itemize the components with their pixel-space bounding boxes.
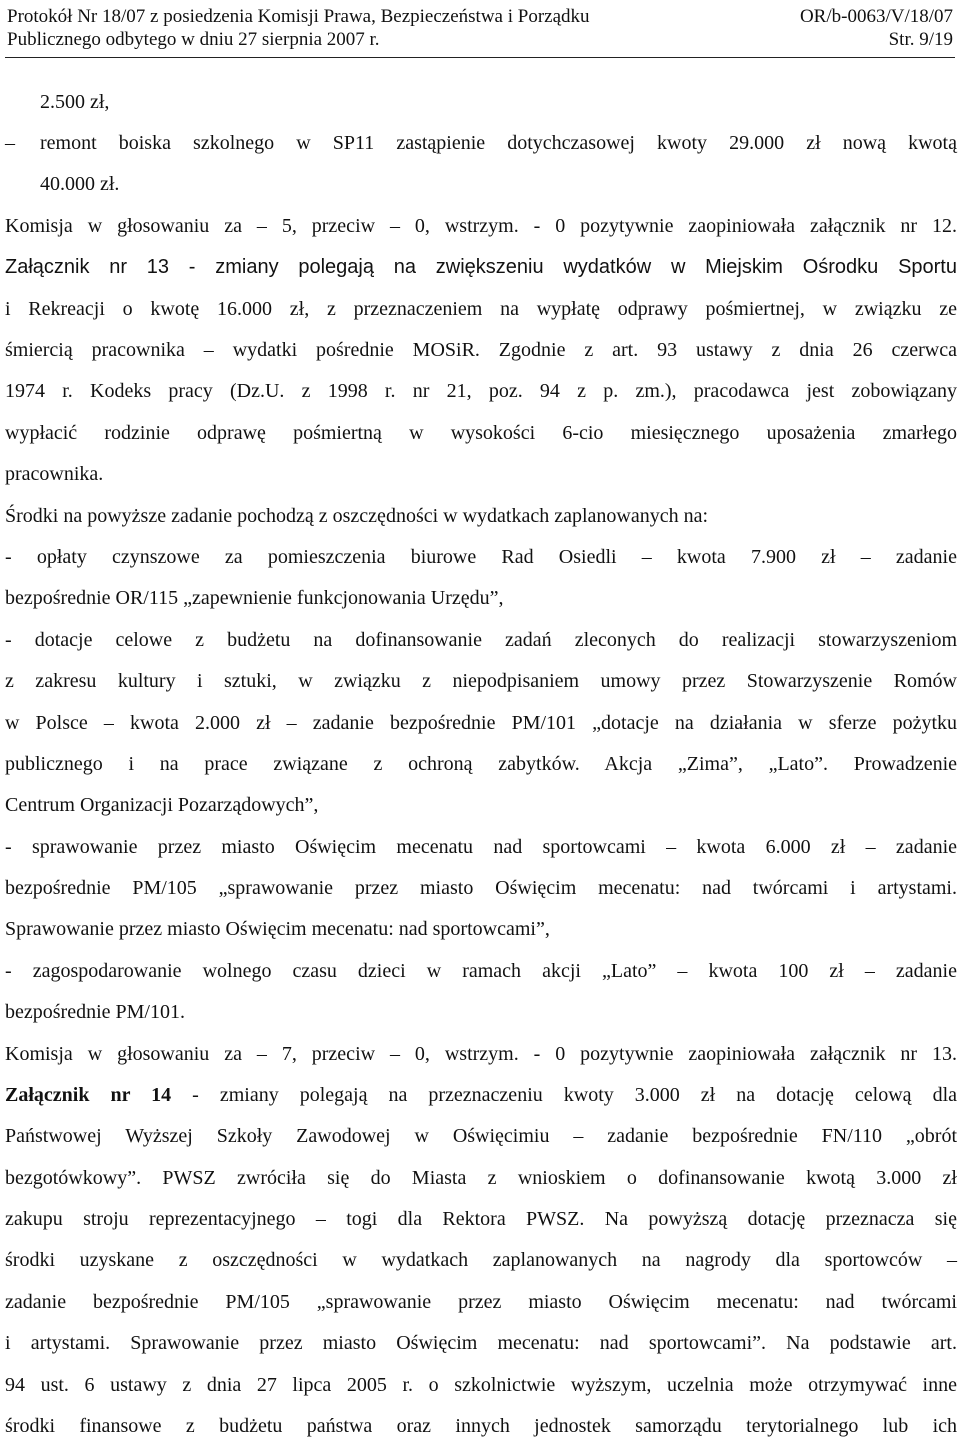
body-line: - zagospodarowanie wolnego czasu dzieci w ramach akcji „Lato” – kwota 100 zł – zadanie — [5, 960, 957, 982]
body-line: w Polsce – kwota 2.000 zł – zadanie bezpośrednie PM/101 „dotacje na działania w sferze pożytku — [5, 712, 957, 734]
body-line: wypłacić rodzinie odprawę pośmiertną w wysokości 6-cio miesięcznego uposażenia zmarłego — [5, 422, 957, 444]
body-line: Sprawowanie przez miasto Oświęcim mecenatu: nad sportowcami”, — [5, 918, 550, 940]
body-line: bezpośrednie PM/105 „sprawowanie przez miasto Oświęcim mecenatu: nad twórcami i artystami. — [5, 877, 957, 899]
body-line: - dotacje celowe z budżetu na dofinansowanie zadań zleconych do realizacji stowarzyszeniom — [5, 629, 957, 651]
header-divider — [5, 57, 955, 58]
body-line: środki finansowe z budżetu państwa oraz innych jednostek samorządu terytorialnego lub ich — [5, 1415, 957, 1437]
header-title-line-2: Publicznego odbytego w dniu 27 sierpnia 2007 r. — [7, 29, 380, 50]
header-row-1 — [7, 5, 953, 28]
header-page-number: Str. 9/19 — [888, 29, 953, 50]
body-line: pracownika. — [5, 463, 104, 485]
body-line: publicznego i na prace związane z ochroną zabytków. Akcja „Zima”, „Lato”. Prowadzenie — [5, 753, 957, 775]
header-row-2 — [7, 28, 953, 51]
page-header — [7, 5, 953, 51]
attachment-14-line — [5, 1083, 957, 1107]
body-line: bezpośrednie PM/101. — [5, 1001, 185, 1023]
body-line: śmiercią pracownika – wydatki pośrednie MOSiR. Zgodnie z art. 93 ustawy z dnia 26 czerwca — [5, 339, 957, 361]
body-line: Państwowej Wyższej Szkoły Zawodowej w Oświęcimiu – zadanie bezpośrednie FN/110 „obrót — [5, 1125, 957, 1147]
body-line: 94 ust. 6 ustawy z dnia 27 lipca 2005 r. o szkolnictwie wyższym, uczelnia może otrzymywać inne — [5, 1374, 957, 1396]
attachment-14-text: - zmiany polegają na przeznaczeniu kwoty 3.000 zł na dotację celową dla — [171, 1084, 958, 1106]
body-line: - sprawowanie przez miasto Oświęcim mecenatu nad sportowcami – kwota 6.000 zł – zadanie — [5, 836, 957, 858]
body-line: Komisja w głosowaniu za – 7, przeciw – 0, wstrzym. - 0 pozytywnie zaopiniowała załącznik nr 13. — [5, 1043, 957, 1065]
attachment-14-heading: Załącznik nr 14 — [5, 1084, 172, 1106]
body-line: Komisja w głosowaniu za – 5, przeciw – 0, wstrzym. - 0 pozytywnie zaopiniowała załącznik nr 12. — [5, 215, 957, 237]
body-line: i Rekreacji o kwotę 16.000 zł, z przeznaczeniem na wypłatę odprawy pośmiertnej, w związku ze — [5, 298, 957, 320]
body-line: 40.000 zł. — [40, 173, 120, 195]
body-line: środki uzyskane z oszczędności w wydatkach zaplanowanych na nagrody dla sportowców – — [5, 1249, 957, 1271]
header-doc-ref: OR/b-0063/V/18/07 — [799, 6, 953, 27]
body-line: 1974 r. Kodeks pracy (Dz.U. z 1998 r. nr 21, poz. 94 z p. zm.), pracodawca jest zobowiązany — [5, 380, 957, 402]
body-line: 2.500 zł, — [40, 91, 110, 113]
body-line: Centrum Organizacji Pozarządowych”, — [5, 794, 319, 816]
attachment-13-line: Załącznik nr 13 - zmiany polegają na zwiększeniu wydatków w Miejskim Ośrodku Sportu — [5, 256, 957, 278]
header-title-line-1: Protokół Nr 18/07 z posiedzenia Komisji Prawa, Bezpieczeństwa i Porządku — [7, 6, 590, 27]
body-line: remont boiska szkolnego w SP11 zastąpienie dotychczasowej kwoty 29.000 zł nową kwotą — [40, 132, 957, 154]
body-line: zakupu stroju reprezentacyjnego – togi dla Rektora PWSZ. Na powyższą dotację przeznacza się — [5, 1208, 957, 1230]
body-line: i artystami. Sprawowanie przez miasto Oświęcim mecenatu: nad sportowcami”. Na podstawie art. — [5, 1332, 957, 1354]
body-line: - opłaty czynszowe za pomieszczenia biurowe Rad Osiedli – kwota 7.900 zł – zadanie — [5, 546, 957, 568]
bullet-dash: – — [5, 132, 15, 154]
body-line: bezpośrednie OR/115 „zapewnienie funkcjonowania Urzędu”, — [5, 587, 504, 609]
body-line: z zakresu kultury i sztuki, w związku z niepodpisaniem umowy przez Stowarzyszenie Romów — [5, 670, 957, 692]
body-line: zadanie bezpośrednie PM/105 „sprawowanie przez miasto Oświęcim mecenatu: nad twórcami — [5, 1291, 957, 1313]
body-line-heading — [5, 255, 957, 280]
body-line: bezgotówkowy”. PWSZ zwróciła się do Miasta z wnioskiem o dofinansowanie kwotą 3.000 zł — [5, 1167, 957, 1189]
body-line: Środki na powyższe zadanie pochodzą z oszczędności w wydatkach zaplanowanych na: — [5, 505, 709, 527]
